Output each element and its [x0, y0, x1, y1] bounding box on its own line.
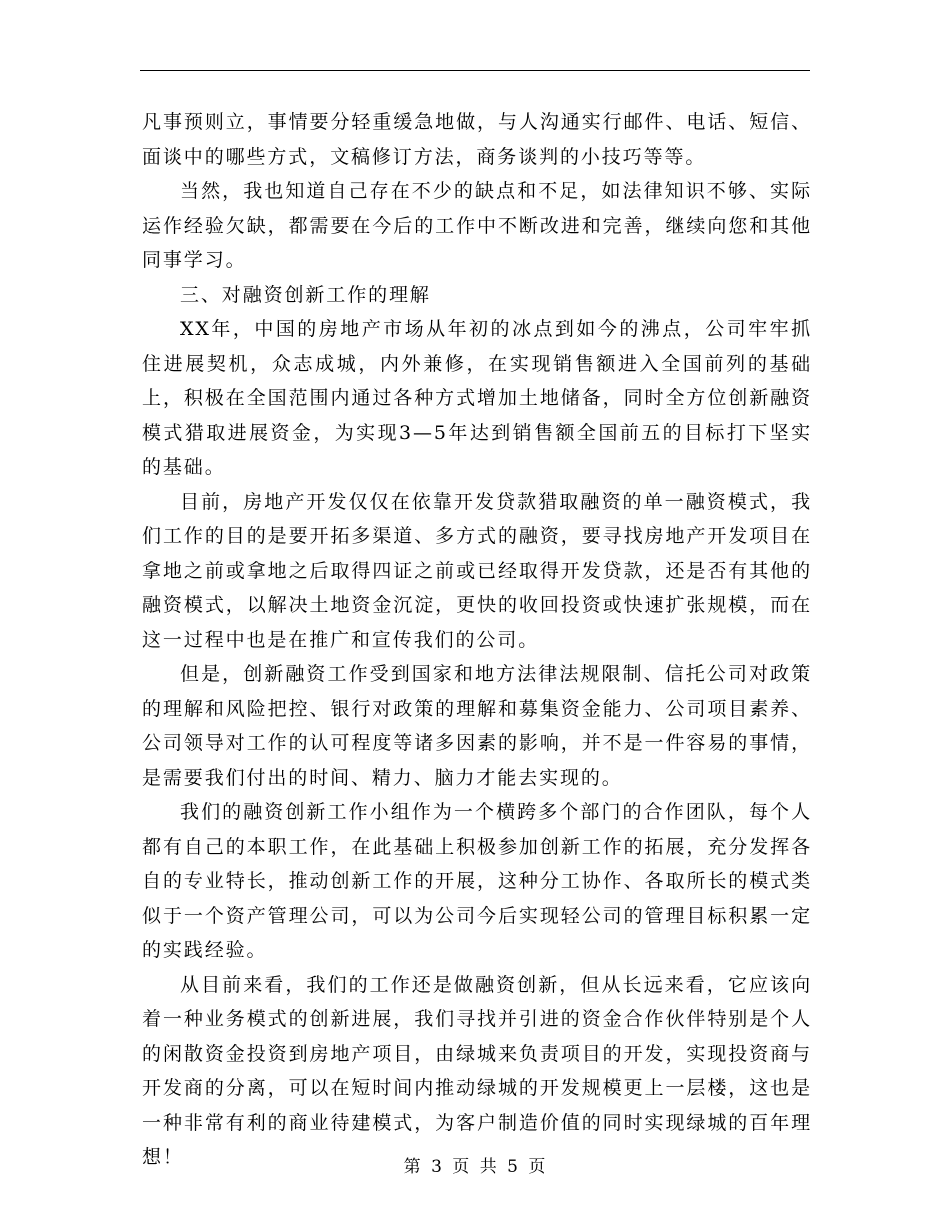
paragraph-7: 从目前来看，我们的工作还是做融资创新，但从长远来看，它应该向着一种业务模式的创新进展，我们寻找并引进的资金合作伙伴特别是个人的闲散资金投资到房地产项目，由绿城来负责项目的开发，实现投资商与开发商的分离，可以在短时间内推动绿城的开发规模更上一层楼，这也是一种非常有利的商业待建模式，为客户制造价值的同时实现绿城的百年理想！	[142, 973, 812, 1168]
paragraph-4: 目前，房地产开发仅仅在依靠开发贷款猎取融资的单一融资模式，我们工作的目的是要开拓多渠道、多方式的融资，要寻找房地产开发项目在拿地之前或拿地之后取得四证之前或已经取得开发贷款，还是否有其他的融资模式，以解决土地资金沉淀，更快的收回投资或快速扩张规模，而在这一过程中也是在推广和宣传我们的公司。	[142, 490, 812, 651]
paragraph-3: XX年，中国的房地产市场从年初的冰点到如今的沸点，公司牢牢抓住进展契机，众志成城，内外兼修，在实现销售额进入全国前列的基础上，积极在全国范围内通过各种方式增加土地储备，同时全方位创新融资模式猎取进展资金，为实现3—5年达到销售额全国前五的目标打下坚实的基础。	[142, 318, 812, 478]
paragraph-2: 当然，我也知道自己存在不少的缺点和不足，如法律知识不够、实际运作经验欠缺，都需要在今后的工作中不断改进和完善，继续向您和其他同事学习。	[142, 180, 812, 271]
header-rule	[140, 70, 810, 71]
paragraph-1: 凡事预则立，事情要分轻重缓急地做，与人沟通实行邮件、电话、短信、面谈中的哪些方式，文稿修订方法，商务谈判的小技巧等等。	[142, 111, 812, 168]
page-number: 第 3 页 共 5 页	[403, 1157, 547, 1177]
document-body	[142, 105, 812, 1175]
paragraph-6: 我们的融资创新工作小组作为一个横跨多个部门的合作团队，每个人都有自己的本职工作，在此基础上积极参加创新工作的拓展，充分发挥各自的专业特长，推动创新工作的开展，这种分工协作、各取所长的模式类似于一个资产管理公司，可以为公司今后实现轻公司的管理目标积累一定的实践经验。	[142, 801, 812, 961]
section-heading: 三、对融资创新工作的理解	[180, 283, 431, 306]
paragraph-5: 但是，创新融资工作受到国家和地方法律法规限制、信托公司对政策的理解和风险把控、银行对政策的理解和募集资金能力、公司项目素养、公司领导对工作的认可程度等诸多因素的影响，并不是一件容易的事情，是需要我们付出的时间、精力、脑力才能去实现的。	[142, 663, 812, 789]
